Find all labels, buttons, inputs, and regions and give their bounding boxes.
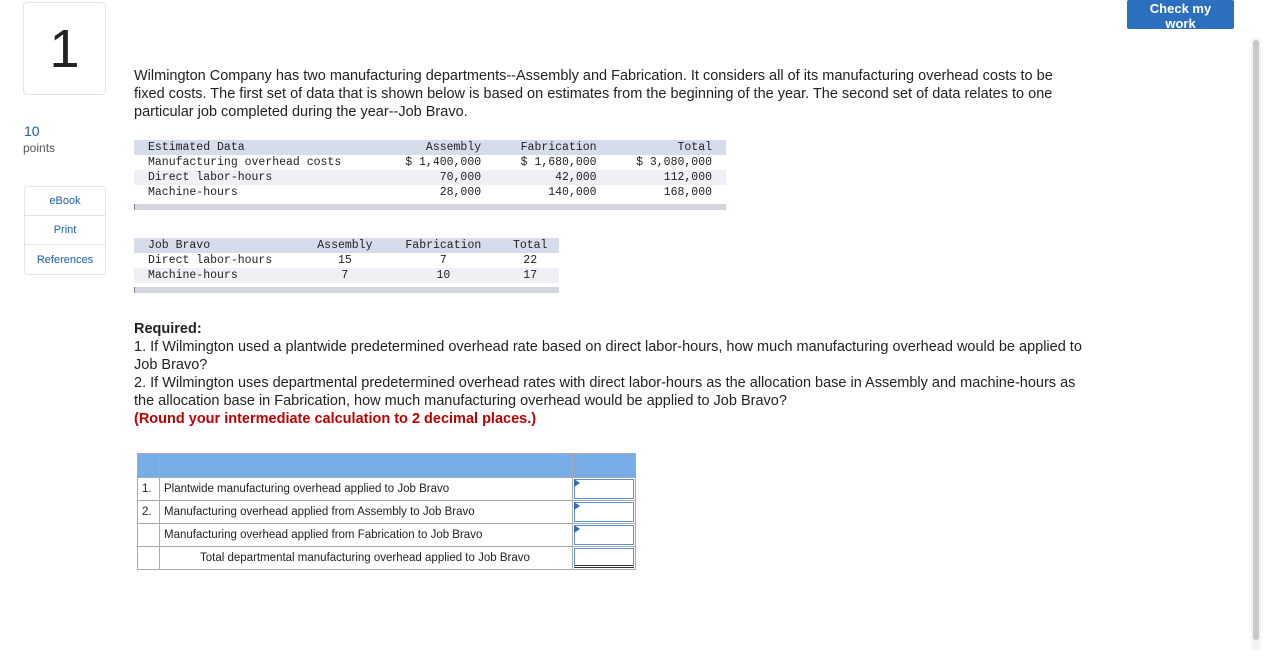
table-underbar [134,204,726,210]
cell-value: 22 [523,254,538,267]
table-row [134,185,726,200]
header-cell [573,454,636,478]
cell-value: 7 [439,254,447,267]
header-fabrication: Fabrication [385,238,495,253]
answer-row-number: 1. [138,478,160,501]
header-assembly: Assembly [380,140,495,155]
table-row [134,155,726,170]
answer-row-label: Manufacturing overhead applied from Assembly to Job Bravo [160,501,573,524]
total-departmental-overhead-value [574,548,634,568]
required-section [134,320,1084,428]
print-link[interactable]: Print [25,216,105,245]
answer-row-number: 2. [138,501,160,524]
resource-links [24,186,106,275]
answer-row [138,524,636,547]
table-header-row [134,140,726,155]
required-title: Required: [134,321,202,337]
answer-row-number [138,524,160,547]
table-row [134,170,726,185]
cell-value: $ 1,400,000 [405,156,482,169]
requirement-2: 2. If Wilmington uses departmental predetermined overhead rates with direct labor-hours as the allocation base in Assembly and machine-hours as the allocation base in Fabrication, how much manufacturing overhead would be applied to Job Bravo? [134,375,1076,409]
references-link[interactable]: References [36,253,94,266]
cell-value: $ 3,080,000 [636,156,712,169]
answer-row-label: Plantwide manufacturing overhead applied to Job Bravo [160,478,573,501]
table-row [134,268,559,283]
header-assembly: Assembly [298,238,385,253]
header-estimated-data: Estimated Data [134,140,380,155]
answer-input-cell [573,501,636,524]
answer-row [138,547,636,570]
points-value: 10 [24,123,40,139]
answer-row-label: Total departmental manufacturing overhead applied to Job Bravo [160,547,573,570]
scrollbar-thumb[interactable] [1253,40,1259,640]
cell-value: 70,000 [380,170,495,185]
table-row [134,253,559,268]
plantwide-overhead-input[interactable] [574,479,634,499]
job-bravo-table [134,238,559,293]
assembly-overhead-input[interactable] [574,502,634,522]
input-marker-icon [574,479,580,487]
table-underbar [134,287,559,293]
estimated-data-table [134,140,726,210]
answer-row [138,478,636,501]
row-label: Direct labor-hours [148,254,273,267]
answer-input-cell [573,547,636,570]
answer-header-row [138,454,636,478]
cell-value: 10 [385,268,495,283]
header-total: Total [611,140,726,155]
cell-value: 42,000 [495,170,610,185]
header-fabrication: Fabrication [495,140,610,155]
answer-input-cell [573,524,636,547]
cell-value: 28,000 [439,186,482,199]
cell-value: 7 [298,268,385,283]
check-my-work-button[interactable]: Check my work [1127,0,1234,29]
row-label: Machine-hours [148,186,238,199]
cell-value: 140,000 [548,186,597,199]
header-cell [160,454,573,478]
answer-table [137,453,636,570]
header-total: Total [495,238,559,253]
row-label: Direct labor-hours [134,170,380,185]
answer-input-cell [573,478,636,501]
cell-value: 112,000 [611,170,726,185]
rounding-note: (Round your intermediate calculation to 2 decimal places.) [134,411,537,427]
header-cell [138,454,160,478]
ebook-link[interactable]: eBook [25,187,105,216]
requirement-1: 1. If Wilmington used a plantwide predetermined overhead rate based on direct labor-hours, how much manufacturing overhead would be applied to Job Bravo? [134,339,1082,373]
row-label: Machine-hours [134,268,298,283]
problem-intro: Wilmington Company has two manufacturing departments--Assembly and Fabrication. It considers all of its manufacturing overhead costs to be fixed costs. The first set of data that is shown below is based on estimates from the beginning of the year. The second set of data relates to one particular job completed during the year--Job Bravo. [134,68,1053,120]
cell-value: 15 [337,254,352,267]
input-marker-icon [574,502,580,510]
row-label: Manufacturing overhead costs [148,156,342,169]
cell-value: 168,000 [663,186,712,199]
answer-row-label: Manufacturing overhead applied from Fabrication to Job Bravo [160,524,573,547]
header-job-bravo: Job Bravo [134,238,298,253]
fabrication-overhead-input[interactable] [574,525,634,545]
cell-value: $ 1,680,000 [520,156,597,169]
points-label: points [23,141,56,155]
question-number: 1 [23,2,106,95]
table-header-row [134,238,559,253]
answer-row-number [138,547,160,570]
cell-value: 17 [495,268,559,283]
input-marker-icon [574,525,580,533]
answer-row [138,501,636,524]
